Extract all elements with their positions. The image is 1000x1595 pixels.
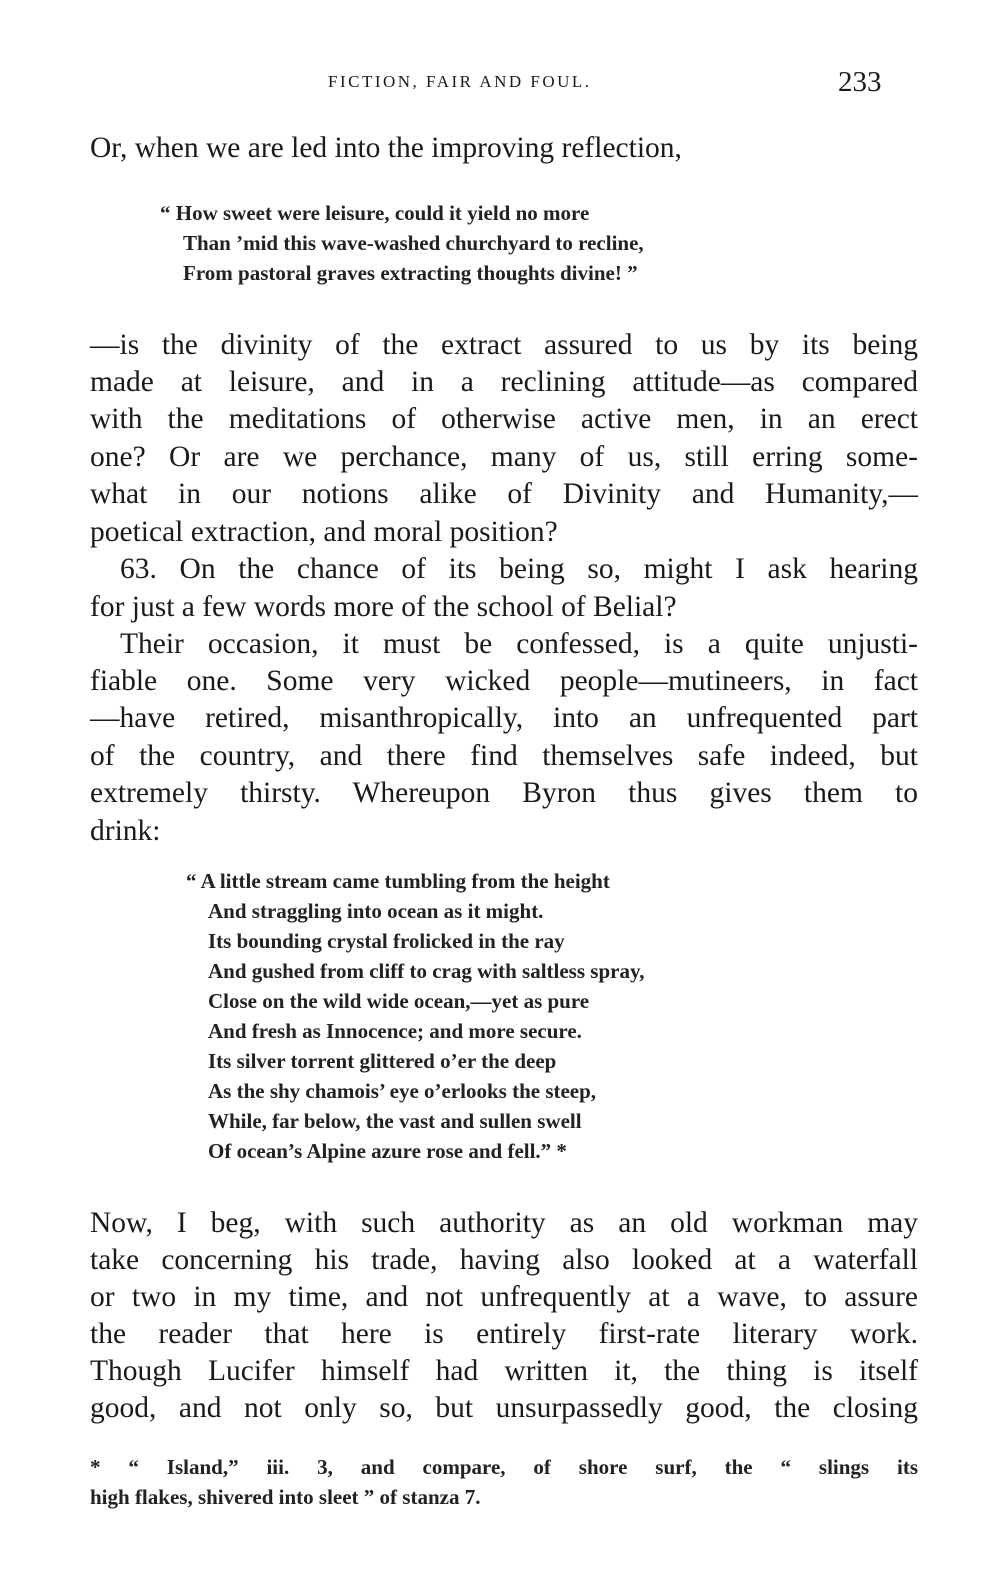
paragraph-line: made at leisure, and in a reclining attitude—as compared — [90, 366, 918, 398]
paragraph-line: —is the divinity of the extract assured to us by its being — [90, 329, 918, 361]
paragraph-line: poetical extraction, and moral position? — [90, 516, 558, 548]
paragraph-line: 63. On the chance of its being so, might I ask hearing — [120, 553, 918, 585]
paragraph-line: take concerning his trade, having also looked at a waterfall — [90, 1244, 918, 1276]
paragraph-line: with the meditations of otherwise active men, in an erect — [90, 403, 918, 435]
verse-line: Than ’mid this wave-washed churchyard to recline, — [183, 231, 644, 255]
verse-line: Close on the wild wide ocean,—yet as pure — [208, 989, 590, 1013]
verse-line: As the shy chamois’ eye o’erlooks the steep, — [208, 1079, 597, 1103]
verse-line: And gushed from cliff to crag with saltless spray, — [208, 959, 645, 983]
footnote-line: high flakes, shivered into sleet ” of stanza 7. — [90, 1485, 481, 1509]
paragraph-line: —have retired, misanthropically, into an unfrequented part — [90, 702, 918, 734]
verse-line: Its bounding crystal frolicked in the ray — [208, 929, 565, 953]
paragraph-line: for just a few words more of the school of Belial? — [90, 591, 677, 623]
paragraph-line: or two in my time, and not unfrequently at a wave, to assure — [90, 1281, 918, 1313]
footnote-line: * “ Island,” iii. 3, and compare, of shore surf, the “ slings its — [90, 1455, 918, 1479]
paragraph-line: drink: — [90, 815, 161, 847]
verse-line: Of ocean’s Alpine azure rose and fell.” * — [208, 1139, 567, 1163]
verse-line: “ How sweet were leisure, could it yield no more — [160, 201, 590, 225]
paragraph-line: of the country, and there find themselves safe indeed, but — [90, 740, 918, 772]
verse-line: From pastoral graves extracting thoughts divine! ” — [183, 261, 638, 285]
paragraph-line: what in our notions alike of Divinity and Humanity,— — [90, 478, 918, 510]
intro-line: Or, when we are led into the improving reflection, — [90, 132, 682, 164]
paragraph-line: Their occasion, it must be confessed, is a quite unjusti- — [120, 628, 918, 660]
verse-line: And straggling into ocean as it might. — [208, 899, 544, 923]
verse-line: And fresh as Innocence; and more secure. — [208, 1019, 582, 1043]
running-title: FICTION, FAIR AND FOUL. — [328, 72, 592, 91]
running-head — [0, 66, 1000, 96]
paragraph-line: good, and not only so, but unsurpassedly good, the closing — [90, 1392, 918, 1424]
page-number: 233 — [838, 66, 882, 98]
paragraph-line: extremely thirsty. Whereupon Byron thus gives them to — [90, 777, 918, 809]
paragraph-line: fiable one. Some very wicked people—mutineers, in fact — [90, 665, 918, 697]
verse-line: While, far below, the vast and sullen swell — [208, 1109, 582, 1133]
paragraph-line: Though Lucifer himself had written it, the thing is itself — [90, 1355, 918, 1387]
paragraph-line: Now, I beg, with such authority as an old workman may — [90, 1207, 918, 1239]
verse-line: Its silver torrent glittered o’er the deep — [208, 1049, 557, 1073]
paragraph-line: the reader that here is entirely first-rate literary work. — [90, 1318, 918, 1350]
paragraph-line: one? Or are we perchance, many of us, still erring some- — [90, 441, 918, 473]
verse-line: “ A little stream came tumbling from the height — [186, 869, 610, 893]
